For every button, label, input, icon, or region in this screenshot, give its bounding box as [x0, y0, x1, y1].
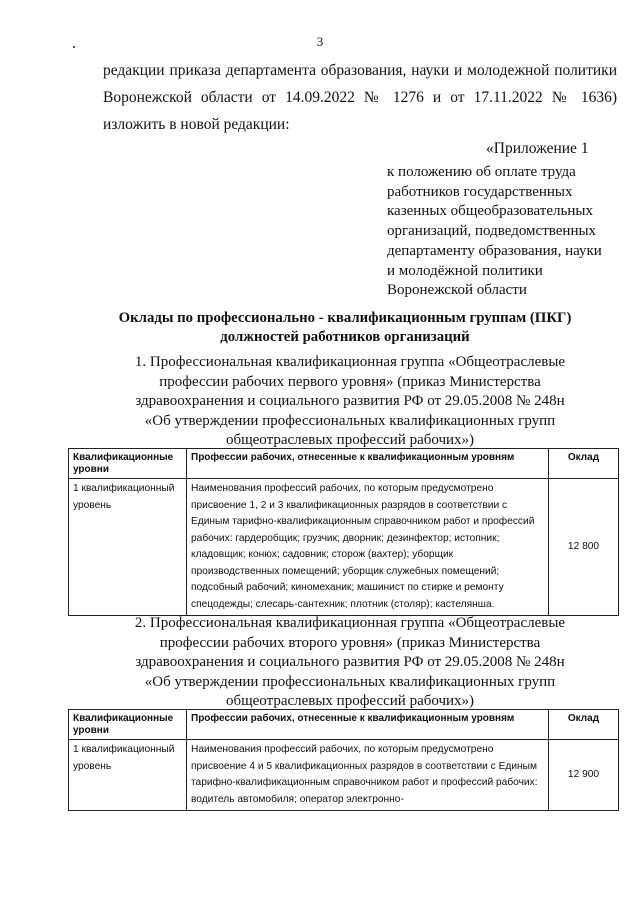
- section-2-title-line: профессии рабочих второго уровня» (приказ Министерства: [159, 634, 541, 651]
- header-salary: Оклад: [549, 710, 619, 740]
- section-1-title-line: «Об утверждении профессиональных квалификационных групп: [144, 412, 556, 429]
- document-heading: [70, 309, 620, 347]
- table-row: [69, 479, 619, 616]
- section-2-title: [110, 614, 590, 712]
- appendix-line: департаменту образования, науки: [387, 242, 602, 259]
- section-2-table: [68, 709, 619, 811]
- page-number: 3: [316, 34, 324, 49]
- heading-line-1: Оклады по профессионально - квалификационным группам (ПКГ): [118, 310, 572, 326]
- appendix-line: организаций, подведомственных: [387, 223, 597, 240]
- professions-cell: Наименования профессий рабочих, по которым предусмотрено присвоение 4 и 5 квалификационных разрядов в соответствии с Единым тарифно-квалификационным справочником работ и профессий рабочих: водитель автомобиля; оператор электронно-: [187, 740, 549, 811]
- intro-line-3: изложить в новой редакции:: [103, 116, 290, 133]
- section-1-title-line: 1. Профессиональная квалификационная группа «Общеотраслевые: [134, 354, 566, 370]
- table-header-row: [69, 710, 619, 740]
- header-levels: Квалификационные уровни: [69, 449, 187, 479]
- appendix-line: работников государственных: [387, 183, 573, 200]
- level-cell: 1 квалификационный уровень: [69, 740, 187, 811]
- appendix-line: и молодёжной политики: [387, 262, 543, 279]
- section-1-title-line: общеотраслевых профессий рабочих»): [225, 432, 475, 448]
- section-1-title-line: профессии рабочих первого уровня» (приказ Министерства: [159, 373, 541, 390]
- section-1-title: [110, 353, 590, 451]
- level-cell: 1 квалификационный уровень: [69, 479, 187, 616]
- section-2-title-line: 2. Профессиональная квалификационная группа «Общеотраслевые: [134, 615, 566, 631]
- section-1-table: [68, 448, 619, 616]
- salary-cell: 12 900: [549, 740, 619, 811]
- header-professions: Профессии рабочих, отнесенные к квалификационным уровням: [187, 449, 549, 479]
- heading-line-2: должностей работников организаций: [220, 329, 470, 345]
- section-2-title-line: «Об утверждении профессиональных квалификационных групп: [144, 673, 556, 690]
- salary-cell: 12 800: [549, 479, 619, 616]
- table-row: [69, 740, 619, 811]
- intro-line-1: редакции приказа департамента образования, науки и молодежной политики: [103, 62, 617, 79]
- table-header-row: [69, 449, 619, 479]
- header-salary: Оклад: [549, 449, 619, 479]
- appendix-reference: [387, 163, 617, 301]
- section-1-title-line: здравоохранения и социального развития РФ от 29.05.2008 № 248н: [135, 393, 565, 409]
- appendix-line: казенных общеобразовательных: [387, 203, 593, 220]
- appendix-title: «Приложение 1: [486, 140, 589, 157]
- appendix-line: к положению об оплате труда: [387, 164, 576, 180]
- header-levels: Квалификационные уровни: [69, 710, 187, 740]
- section-2-title-line: здравоохранения и социального развития РФ от 29.05.2008 № 248н: [135, 654, 565, 670]
- section-2-title-line: общеотраслевых профессий рабочих»): [225, 693, 475, 709]
- scan-speck: [73, 46, 75, 48]
- professions-cell: Наименования профессий рабочих, по которым предусмотрено присвоение 1, 2 и 3 квалификационных разрядов в соответствии с Единым тарифно-квалификационным справочником работ и профессий рабочих: гардеробщик; грузчик; дворник; дезинфектор; истопник; кладовщик; конюх; садовник; сторож (вахтер); уборщик производственных помещений; уборщик служебных помещений; подсобный рабочий; киномеханик; машинист по стирке и ремонту спецодежды; слесарь-сантехник; плотник (столяр); кастелянша.: [187, 479, 549, 616]
- header-professions: Профессии рабочих, отнесенные к квалификационным уровням: [187, 710, 549, 740]
- appendix-line: Воронежской области: [387, 282, 527, 299]
- intro-line-2: Воронежской области от 14.09.2022 № 1276 и от 17.11.2022 № 1636): [103, 89, 617, 106]
